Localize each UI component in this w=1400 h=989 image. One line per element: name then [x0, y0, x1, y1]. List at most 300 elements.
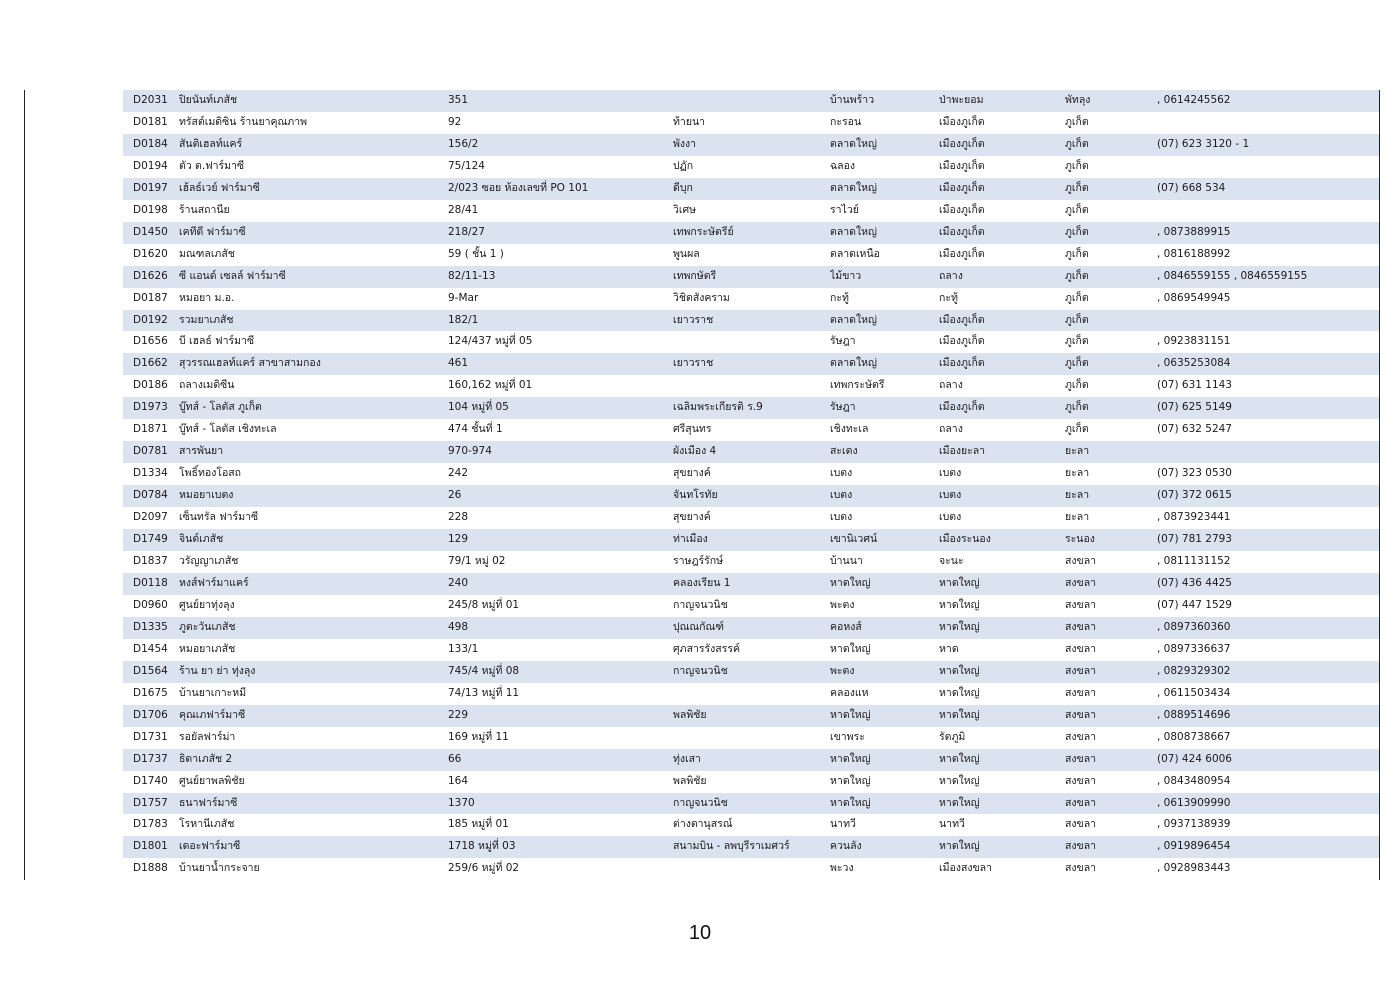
road-cell: กาญจนวนิช: [673, 796, 728, 809]
district-cell: ถลาง: [939, 423, 963, 436]
province-cell: สงขลา: [1065, 752, 1097, 765]
province-cell: ภูเก็ต: [1065, 159, 1089, 172]
address-cell: 133/1: [448, 642, 479, 655]
address-cell: 240: [448, 576, 469, 589]
road-cell: เฉลิมพระเกียรติ ร.9: [673, 401, 763, 414]
table-row: [123, 639, 1379, 661]
pharmacy-code-cell: D0187: [133, 291, 168, 304]
table-row: [123, 836, 1379, 858]
phone-cell: , 0829329302: [1157, 664, 1231, 677]
phone-cell: (07) 424 6006: [1157, 752, 1232, 765]
table-row: [123, 310, 1379, 332]
road-cell: [673, 375, 830, 397]
phone-cell: (07) 625 5149: [1157, 401, 1232, 414]
province-cell: ภูเก็ต: [1065, 335, 1089, 348]
pharmacy-table: [123, 90, 1379, 880]
road-cell: กาญจนวนิช: [673, 598, 728, 611]
phone-cell: [1157, 200, 1379, 222]
subdistrict-cell: หาดใหญ่: [830, 796, 871, 809]
province-cell: ภูเก็ต: [1065, 313, 1089, 326]
province-cell: สงขลา: [1065, 620, 1097, 633]
pharmacy-name-cell: ตัว ต.ฟาร์มาซี: [179, 159, 245, 172]
phone-cell: (07) 372 0615: [1157, 489, 1232, 502]
pharmacy-name-cell: เคทีดี ฟาร์มาซี: [179, 225, 246, 238]
pharmacy-name-cell: ธิดาเภสัช 2: [179, 752, 233, 765]
phone-cell: , 0843480954: [1157, 774, 1231, 787]
address-cell: 28/41: [448, 203, 479, 216]
table-row: [123, 814, 1379, 836]
subdistrict-cell: หาดใหญ่: [830, 642, 871, 655]
phone-cell: , 0808738667: [1157, 730, 1231, 743]
province-cell: สงขลา: [1065, 796, 1097, 809]
road-cell: เยาวราช: [673, 313, 714, 326]
pharmacy-code-cell: D2031: [133, 94, 168, 106]
table-row: [123, 441, 1379, 463]
pharmacy-code-cell: D0194: [133, 159, 168, 172]
address-cell: 124/437 หมู่ที่ 05: [448, 335, 533, 348]
table-row: [123, 375, 1379, 397]
table-row: [123, 397, 1379, 419]
address-cell: 160,162 หมู่ที่ 01: [448, 379, 533, 392]
road-cell: เทพกษัตรี: [673, 269, 717, 282]
subdistrict-cell: เขาพระ: [830, 730, 865, 743]
subdistrict-cell: พะตง: [830, 664, 855, 677]
province-cell: สงขลา: [1065, 862, 1097, 875]
province-cell: ภูเก็ต: [1065, 225, 1089, 238]
subdistrict-cell: คลองแห: [830, 686, 869, 699]
table-row: [123, 507, 1379, 529]
district-cell: หาดใหญ่: [939, 708, 980, 721]
province-cell: ภูเก็ต: [1065, 401, 1089, 414]
pharmacy-name-cell: สุวรรณเฮลท์แคร์ สาขาสามกอง: [179, 357, 321, 370]
table-row: [123, 353, 1379, 375]
phone-cell: , 0873889915: [1157, 225, 1231, 238]
phone-cell: (07) 623 3120 - 1: [1157, 137, 1250, 150]
pharmacy-name-cell: บ้านยาน้ำกระจาย: [179, 862, 260, 875]
right-border-line: [1379, 90, 1380, 880]
pharmacy-name-cell: ปิยนันท์เภสัช: [179, 94, 238, 106]
province-cell: สงขลา: [1065, 555, 1097, 568]
district-cell: เมืองภูเก็ต: [939, 203, 985, 216]
pharmacy-code-cell: D0197: [133, 181, 168, 194]
subdistrict-cell: กะรอน: [830, 115, 862, 128]
phone-cell: , 0811131152: [1157, 555, 1231, 568]
pharmacy-code-cell: D1662: [133, 357, 168, 370]
phone-cell: (07) 632 5247: [1157, 423, 1232, 436]
address-cell: 79/1 หมู่ 02: [448, 555, 506, 568]
table-row: [123, 266, 1379, 288]
pharmacy-code-cell: D1757: [133, 796, 168, 809]
phone-cell: [1157, 156, 1379, 178]
road-cell: พังงา: [673, 137, 697, 150]
table-row: [123, 112, 1379, 134]
district-cell: เมืองภูเก็ต: [939, 181, 985, 194]
road-cell: [673, 331, 830, 353]
address-cell: 59 ( ชั้น 1 ): [448, 247, 504, 260]
table-row: [123, 551, 1379, 573]
road-cell: [673, 727, 830, 749]
road-cell: สุขยางค์: [673, 511, 711, 524]
district-cell: หาดใหญ่: [939, 576, 980, 589]
district-cell: หาด: [939, 642, 959, 655]
pharmacy-name-cell: สันติเฮลท์แคร์: [179, 137, 243, 150]
province-cell: ภูเก็ต: [1065, 203, 1089, 216]
pharmacy-code-cell: D1334: [133, 467, 168, 480]
address-cell: 351: [448, 94, 469, 106]
table-row: [123, 200, 1379, 222]
district-cell: หาดใหญ่: [939, 598, 980, 611]
pharmacy-code-cell: D0960: [133, 598, 168, 611]
address-cell: 218/27: [448, 225, 485, 238]
pharmacy-name-cell: ซี แอนด์ เซลล์ ฟาร์มาซี: [179, 269, 286, 282]
province-cell: ภูเก็ต: [1065, 291, 1089, 304]
road-cell: ศุภสารรังสรรค์: [673, 642, 741, 655]
pharmacy-code-cell: D1888: [133, 862, 168, 875]
table-row: [123, 858, 1379, 880]
address-cell: 66: [448, 752, 462, 765]
pharmacy-name-cell: ร้านสถานีย: [179, 203, 230, 216]
district-cell: หาดใหญ่: [939, 840, 980, 853]
pharmacy-name-cell: บี เฮลธ์ ฟาร์มาซี: [179, 335, 255, 348]
address-cell: 745/4 หมู่ที่ 08: [448, 664, 520, 677]
pharmacy-code-cell: D1801: [133, 840, 168, 853]
subdistrict-cell: ฉลอง: [830, 159, 856, 172]
province-cell: ภูเก็ต: [1065, 137, 1089, 150]
road-cell: สุขยางค์: [673, 467, 711, 480]
road-cell: ปฏัก: [673, 159, 694, 172]
province-cell: ภูเก็ต: [1065, 247, 1089, 260]
phone-cell: (07) 323 0530: [1157, 467, 1232, 480]
road-cell: ศรีสุนทร: [673, 423, 712, 436]
pharmacy-name-cell: ภูตะวันเภสัช: [179, 620, 236, 633]
subdistrict-cell: เขานิเวศน์: [830, 533, 878, 546]
road-cell: ต่างตานุสรณ์: [673, 818, 733, 831]
district-cell: เมืองภูเก็ต: [939, 313, 985, 326]
phone-cell: [1157, 441, 1379, 463]
address-cell: 229: [448, 708, 469, 721]
pharmacy-code-cell: D0186: [133, 379, 168, 392]
road-cell: [673, 858, 830, 880]
pharmacy-name-cell: เซ็นทรัล ฟาร์มาซี: [179, 511, 259, 524]
province-cell: สงขลา: [1065, 598, 1097, 611]
phone-cell: , 0816188992: [1157, 247, 1231, 260]
table-row: [123, 683, 1379, 705]
district-cell: เมืองยะลา: [939, 445, 986, 458]
road-cell: ทุ่งเสา: [673, 752, 701, 765]
district-cell: ป่าพะยอม: [939, 94, 984, 106]
pharmacy-code-cell: D1626: [133, 269, 168, 282]
district-cell: เมืองภูเก็ต: [939, 115, 985, 128]
pharmacy-code-cell: D1837: [133, 555, 168, 568]
pharmacy-name-cell: จินต์เภสัช: [179, 533, 224, 546]
address-cell: 82/11-13: [448, 269, 496, 282]
subdistrict-cell: หาดใหญ่: [830, 708, 871, 721]
address-cell: 26: [448, 489, 462, 502]
pharmacy-name-cell: สารพันยา: [179, 445, 224, 458]
phone-cell: (07) 631 1143: [1157, 379, 1232, 392]
pharmacy-code-cell: D0184: [133, 137, 168, 150]
pharmacy-name-cell: โรหานีเภสัช: [179, 818, 235, 831]
address-cell: 164: [448, 774, 469, 787]
phone-cell: , 0897336637: [1157, 642, 1231, 655]
subdistrict-cell: ตลาดใหญ่: [830, 225, 877, 238]
province-cell: สงขลา: [1065, 774, 1097, 787]
district-cell: เบตง: [939, 511, 962, 524]
pharmacy-name-cell: รอยัลฟาร์ม่า: [179, 730, 236, 743]
address-cell: 156/2: [448, 137, 479, 150]
province-cell: ยะลา: [1065, 511, 1090, 524]
address-cell: 259/6 หมู่ที่ 02: [448, 862, 520, 875]
subdistrict-cell: เบตง: [830, 467, 853, 480]
table-row: [123, 178, 1379, 200]
subdistrict-cell: หาดใหญ่: [830, 576, 871, 589]
district-cell: เมืองภูเก็ต: [939, 335, 985, 348]
table-row: [123, 288, 1379, 310]
subdistrict-cell: คอหงส์: [830, 620, 862, 633]
pharmacy-name-cell: หงส์ฟาร์มาแคร์: [179, 576, 249, 589]
district-cell: หาดใหญ่: [939, 752, 980, 765]
subdistrict-cell: เทพกระษัตรี: [830, 379, 885, 392]
address-cell: 1718 หมู่ที่ 03: [448, 840, 516, 853]
table-row: [123, 573, 1379, 595]
pharmacy-code-cell: D0784: [133, 489, 168, 502]
province-cell: สงขลา: [1065, 642, 1097, 655]
district-cell: รัตภูมิ: [939, 730, 966, 743]
phone-cell: , 0846559155 , 0846559155: [1157, 269, 1308, 282]
address-cell: 970-974: [448, 445, 492, 458]
subdistrict-cell: บ้านพร้าว: [830, 94, 875, 106]
pharmacy-name-cell: ศูนย์ยาทุ่งลุง: [179, 598, 235, 611]
pharmacy-code-cell: D2097: [133, 511, 168, 524]
table-row: [123, 749, 1379, 771]
province-cell: สงขลา: [1065, 664, 1097, 677]
pharmacy-code-cell: D1973: [133, 401, 168, 414]
road-cell: ท้ายนา: [673, 115, 706, 128]
pharmacy-name-cell: เดอะฟาร์มาซี: [179, 840, 241, 853]
road-cell: พูนผล: [673, 247, 700, 260]
road-cell: ดีบุก: [673, 181, 693, 194]
address-cell: 75/124: [448, 159, 485, 172]
pharmacy-code-cell: D1731: [133, 730, 168, 743]
pharmacy-code-cell: D1737: [133, 752, 168, 765]
table-row: [123, 244, 1379, 266]
province-cell: สงขลา: [1065, 730, 1097, 743]
phone-cell: , 0869549945: [1157, 291, 1231, 304]
road-cell: เทพกระษัตรีย์: [673, 225, 734, 238]
pharmacy-code-cell: D0181: [133, 115, 168, 128]
pharmacy-code-cell: D1656: [133, 335, 168, 348]
district-cell: หาดใหญ่: [939, 796, 980, 809]
table-row: [123, 661, 1379, 683]
phone-cell: [1157, 310, 1379, 332]
address-cell: 474 ชั้นที่ 1: [448, 423, 503, 436]
pharmacy-name-cell: มณฑลเภสัช: [179, 247, 235, 260]
pharmacy-code-cell: D0781: [133, 445, 168, 458]
pharmacy-name-cell: ธนาฟาร์มาซี: [179, 796, 238, 809]
address-cell: 228: [448, 511, 469, 524]
province-cell: ภูเก็ต: [1065, 181, 1089, 194]
table-row: [123, 485, 1379, 507]
province-cell: ภูเก็ต: [1065, 115, 1089, 128]
district-cell: หาดใหญ่: [939, 774, 980, 787]
province-cell: ยะลา: [1065, 489, 1090, 502]
pharmacy-name-cell: หมอยาเบตง: [179, 489, 234, 502]
phone-cell: (07) 668 534: [1157, 181, 1226, 194]
pharmacy-code-cell: D1675: [133, 686, 168, 699]
table-row: [123, 331, 1379, 353]
address-cell: 104 หมู่ที่ 05: [448, 401, 509, 414]
table-row: [123, 529, 1379, 551]
address-cell: 245/8 หมู่ที่ 01: [448, 598, 520, 611]
table-row: [123, 156, 1379, 178]
subdistrict-cell: รัษฎา: [830, 401, 856, 414]
road-cell: ราษฎร์รักษ์: [673, 555, 724, 568]
district-cell: ถลาง: [939, 269, 963, 282]
table-row: [123, 727, 1379, 749]
phone-cell: , 0873923441: [1157, 511, 1231, 524]
road-cell: ปุณณกัณฑ์: [673, 620, 724, 633]
road-cell: ท่าเมือง: [673, 533, 708, 546]
district-cell: เมืองระนอง: [939, 533, 991, 546]
address-cell: 242: [448, 467, 469, 480]
subdistrict-cell: กะทู้: [830, 291, 849, 304]
district-cell: เบตง: [939, 467, 962, 480]
district-cell: เมืองภูเก็ต: [939, 401, 985, 414]
phone-cell: , 0613909990: [1157, 796, 1231, 809]
province-cell: สงขลา: [1065, 818, 1097, 831]
table-row: [123, 90, 1379, 112]
address-cell: 185 หมู่ที่ 01: [448, 818, 509, 831]
province-cell: ภูเก็ต: [1065, 379, 1089, 392]
pharmacy-name-cell: โพธิ์ทองโอสถ: [179, 467, 242, 480]
subdistrict-cell: สะเตง: [830, 445, 858, 458]
address-cell: 9-Mar: [448, 291, 479, 304]
phone-cell: , 0635253084: [1157, 357, 1231, 370]
pharmacy-name-cell: บ้านยาเกาะหมี: [179, 686, 247, 699]
district-cell: หาดใหญ่: [939, 686, 980, 699]
address-cell: 1370: [448, 796, 475, 809]
subdistrict-cell: เบตง: [830, 489, 853, 502]
address-cell: 92: [448, 115, 462, 128]
district-cell: เมืองภูเก็ต: [939, 357, 985, 370]
address-cell: 129: [448, 533, 469, 546]
province-cell: ภูเก็ต: [1065, 423, 1089, 436]
road-cell: สนามบิน - ลพบุรีราเมศวร์: [673, 840, 790, 853]
road-cell: พลพิชัย: [673, 774, 707, 787]
district-cell: เมืองภูเก็ต: [939, 137, 985, 150]
pharmacy-code-cell: D0198: [133, 203, 168, 216]
pharmacy-code-cell: D0192: [133, 313, 168, 326]
table-body: [123, 90, 1379, 880]
province-cell: ภูเก็ต: [1065, 269, 1089, 282]
phone-cell: , 0611503434: [1157, 686, 1231, 699]
address-cell: 2/023 ซอย ห้องเลขที่ PO 101: [448, 181, 589, 194]
page-number: 10: [688, 922, 712, 944]
pharmacy-name-cell: ทรัสต์เมดิซิน ร้านยาคุณภาพ: [179, 115, 308, 128]
table-row: [123, 617, 1379, 639]
subdistrict-cell: ตลาดใหญ่: [830, 313, 877, 326]
table-row: [123, 793, 1379, 815]
road-cell: วิเศษ: [673, 203, 697, 216]
pharmacy-code-cell: D1564: [133, 664, 168, 677]
pharmacy-code-cell: D1335: [133, 620, 168, 633]
pharmacy-name-cell: เฮ้ลธ์เวย์ ฟาร์มาซี: [179, 181, 260, 194]
district-cell: เมืองภูเก็ต: [939, 159, 985, 172]
subdistrict-cell: ตลาดเหนือ: [830, 247, 880, 260]
pharmacy-code-cell: D0118: [133, 576, 168, 589]
province-cell: สงขลา: [1065, 686, 1097, 699]
road-cell: จันทโรทัย: [673, 489, 718, 502]
district-cell: จะนะ: [939, 555, 964, 568]
district-cell: เมืองภูเก็ต: [939, 247, 985, 260]
pharmacy-name-cell: หมอยาเภสัช: [179, 642, 236, 655]
pharmacy-code-cell: D1454: [133, 642, 168, 655]
subdistrict-cell: เชิงทะเล: [830, 423, 869, 436]
pharmacy-name-cell: ร้าน ยา ย่า ทุ่งลุง: [179, 664, 256, 677]
road-cell: [673, 90, 830, 112]
pharmacy-name-cell: บู๊ทส์ - โลตัส ภูเก็ต: [179, 401, 262, 414]
province-cell: สงขลา: [1065, 708, 1097, 721]
road-cell: [673, 683, 830, 705]
address-cell: 498: [448, 620, 469, 633]
subdistrict-cell: รัษฎา: [830, 335, 856, 348]
table-row: [123, 595, 1379, 617]
phone-cell: (07) 436 4425: [1157, 576, 1232, 589]
subdistrict-cell: ราไวย์: [830, 203, 859, 216]
phone-cell: (07) 781 2793: [1157, 533, 1232, 546]
province-cell: ยะลา: [1065, 467, 1090, 480]
table-row: [123, 419, 1379, 441]
pharmacy-name-cell: บู๊ทส์ - โลตัส เชิงทะเล: [179, 423, 277, 436]
road-cell: ผังเมือง 4: [673, 445, 717, 458]
district-cell: ถลาง: [939, 379, 963, 392]
phone-cell: , 0897360360: [1157, 620, 1231, 633]
pharmacy-name-cell: ถลางเมดิซีน: [179, 379, 235, 392]
pharmacy-name-cell: ศูนย์ยาพลพิชัย: [179, 774, 245, 787]
subdistrict-cell: พะตง: [830, 598, 855, 611]
subdistrict-cell: ไม้ขาว: [830, 269, 862, 282]
pharmacy-code-cell: D1706: [133, 708, 168, 721]
subdistrict-cell: นาทวี: [830, 818, 856, 831]
subdistrict-cell: หาดใหญ่: [830, 752, 871, 765]
subdistrict-cell: เบตง: [830, 511, 853, 524]
table-row: [123, 463, 1379, 485]
phone-cell: , 0889514696: [1157, 708, 1231, 721]
phone-cell: , 0919896454: [1157, 840, 1231, 853]
left-border-line: [24, 90, 25, 880]
district-cell: เมืองภูเก็ต: [939, 225, 985, 238]
phone-cell: (07) 447 1529: [1157, 598, 1232, 611]
pharmacy-name-cell: หมอยา ม.อ.: [179, 291, 235, 304]
address-cell: 461: [448, 357, 469, 370]
table-row: [123, 134, 1379, 156]
road-cell: วิชิตสังคราม: [673, 291, 730, 304]
phone-cell: [1157, 112, 1379, 134]
pharmacy-code-cell: D1740: [133, 774, 168, 787]
pharmacy-name-cell: รวมยาเภสัช: [179, 313, 234, 326]
table-row: [123, 222, 1379, 244]
province-cell: ระนอง: [1065, 533, 1095, 546]
subdistrict-cell: บ้านนา: [830, 555, 863, 568]
district-cell: เบตง: [939, 489, 962, 502]
road-cell: กาญจนวนิช: [673, 664, 728, 677]
table-row: [123, 705, 1379, 727]
district-cell: กะทู้: [939, 291, 958, 304]
phone-cell: , 0937138939: [1157, 818, 1231, 831]
road-cell: เยาวราช: [673, 357, 714, 370]
phone-cell: , 0923831151: [1157, 335, 1231, 348]
road-cell: พลพิชัย: [673, 708, 707, 721]
